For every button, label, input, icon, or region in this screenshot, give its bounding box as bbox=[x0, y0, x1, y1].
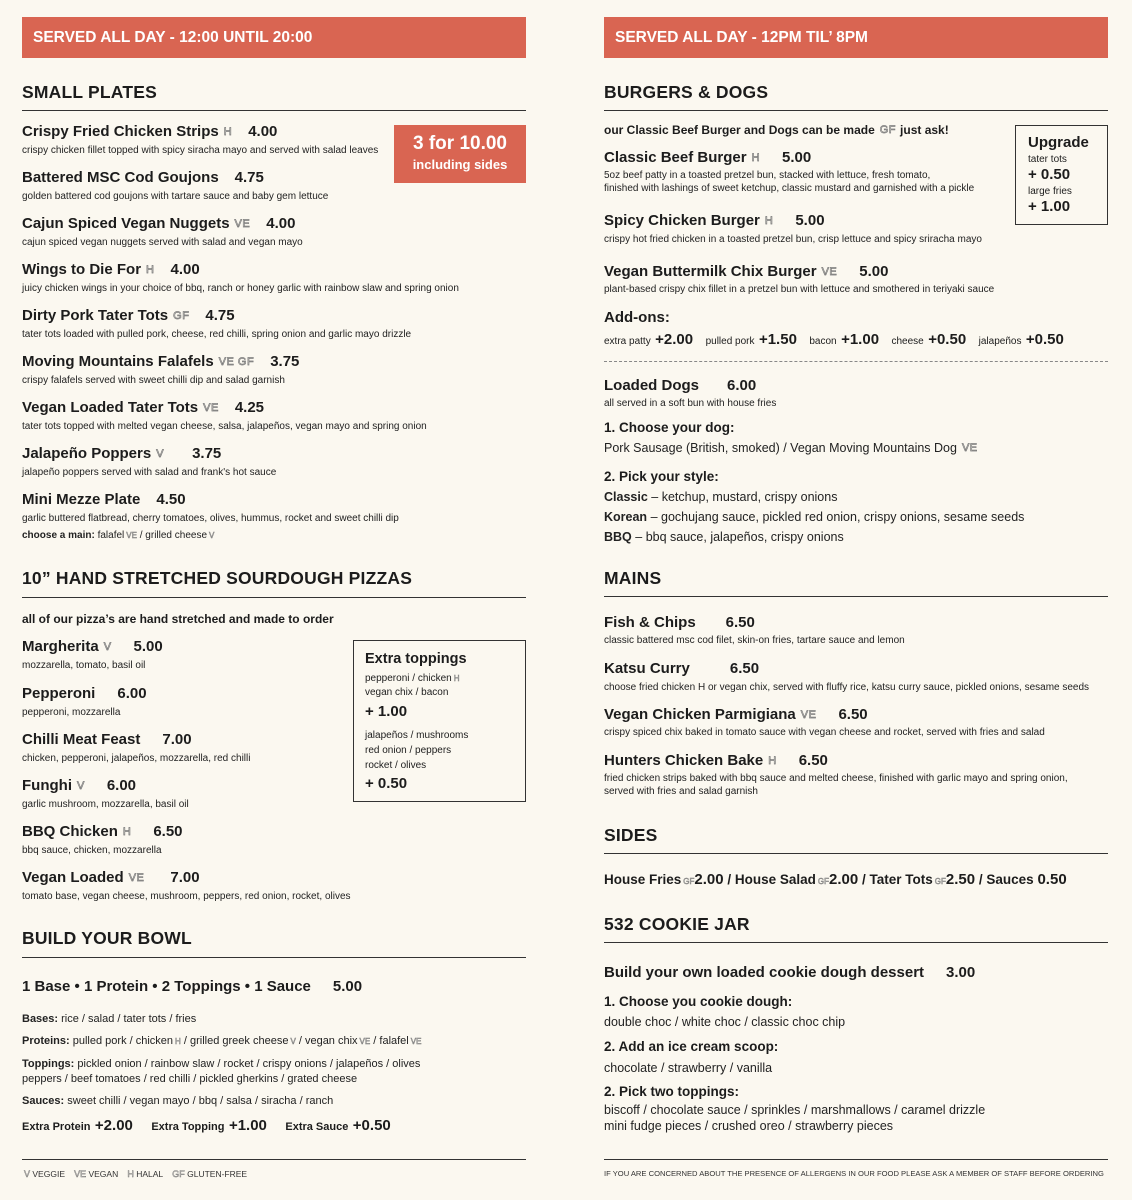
menu-item-desc: juicy chicken wings in your choice of bbq, ranch or honey garlic with rainbow slaw and spring onion bbox=[22, 283, 459, 294]
menu-item-desc: mozzarella, tomato, basil oil bbox=[22, 660, 146, 671]
dogs-desc: all served in a soft bun with house fries bbox=[604, 398, 777, 409]
menu-item-name: Hunters Chicken Bake H 6.50 bbox=[604, 752, 828, 769]
menu-item-desc: garlic buttered flatbread, cherry tomatoes, olives, hummus, rocket and sweet chilli dip bbox=[22, 513, 399, 524]
sides-list: House Fries GF2.00 / House Salad GF2.00 / Tater Tots GF2.50 / Sauces 0.50 bbox=[604, 871, 1067, 888]
bowl-sauces: Sauces: sweet chilli / vegan mayo / bbq / salsa / siracha / ranch bbox=[22, 1095, 334, 1107]
dogs-style: BBQ – bbq sauce, jalapeños, crispy onions bbox=[604, 530, 844, 544]
cookie-step2-text: chocolate / strawberry / vanilla bbox=[604, 1061, 773, 1075]
burgers-title: BURGERS & DOGS bbox=[604, 82, 769, 102]
divider bbox=[604, 853, 1108, 854]
menu-item-desc: tomato base, vegan cheese, mushroom, peppers, red onion, rocket, olives bbox=[22, 891, 351, 902]
menu-item-name: Vegan Chicken Parmigiana VE 6.50 bbox=[604, 706, 868, 723]
upgrade-box bbox=[1015, 125, 1108, 225]
menu-item-name: Classic Beef Burger H 5.00 bbox=[604, 149, 812, 166]
promo-main: 3 for 10.00 bbox=[413, 133, 507, 154]
menu-item-name: Jalapeño Poppers V 3.75 bbox=[22, 445, 222, 462]
menu-item-desc: 5oz beef patty in a toasted pretzel bun, stacked with lettuce, fresh tomato, finished with lashings of sweet ketchup, classic mustard and garnished with a pickle bbox=[604, 170, 975, 194]
menu-item-name: Mini Mezze Plate 4.50 bbox=[22, 491, 186, 508]
menu-item-name: Fish & Chips 6.50 bbox=[604, 614, 755, 631]
extra-group1-price: + 1.00 bbox=[365, 703, 408, 720]
upgrade-label: tater tots bbox=[1028, 154, 1067, 165]
small-plates-title: SMALL PLATES bbox=[22, 82, 157, 102]
cookie-title: 532 COOKIE JAR bbox=[604, 914, 750, 934]
bowl-proteins: Proteins: pulled pork / chicken H / grilled greek cheese V / vegan chix VE / falafel VE bbox=[22, 1035, 422, 1047]
menu-item-name: Pepperoni 6.00 bbox=[22, 685, 147, 702]
menu-item-desc: pepperoni, mozzarella bbox=[22, 707, 121, 718]
bowl-toppings: Toppings: pickled onion / rainbow slaw / rocket / crispy onions / jalapeños / olives bbox=[22, 1058, 421, 1070]
gf-note: our Classic Beef Burger and Dogs can be made GF just ask! bbox=[604, 123, 949, 137]
menu-item-desc: tater tots loaded with pulled pork, cheese, red chilli, spring onion and garlic mayo drizzle bbox=[22, 329, 412, 340]
divider bbox=[604, 110, 1108, 111]
divider bbox=[22, 1159, 526, 1160]
upgrade-price: + 1.00 bbox=[1028, 198, 1071, 215]
menu-item-desc: choose fried chicken H or vegan chix, served with fluffy rice, katsu curry sauce, pickled onions, sesame seeds bbox=[604, 682, 1090, 693]
pizzas-title: 10” HAND STRETCHED SOURDOUGH PIZZAS bbox=[22, 568, 413, 588]
mains-title: MAINS bbox=[604, 568, 662, 588]
bowl-toppings-2: peppers / beef tomatoes / red chilli / pickled gherkins / grated cheese bbox=[22, 1073, 358, 1085]
menu-item-name: Dirty Pork Tater Tots GF 4.75 bbox=[22, 307, 235, 324]
menu-item-desc: golden battered cod goujons with tartare sauce and baby gem lettuce bbox=[22, 191, 329, 202]
bowl-headline: 1 Base • 1 Protein • 2 Toppings • 1 Sauce 5.00 bbox=[22, 978, 363, 995]
promo-badge bbox=[394, 125, 526, 183]
divider bbox=[22, 110, 526, 111]
extra-group2-price: + 0.50 bbox=[365, 775, 408, 792]
menu-item-name: Vegan Loaded Tater Tots VE 4.25 bbox=[22, 399, 265, 416]
dogs-name: Loaded Dogs 6.00 bbox=[604, 377, 757, 394]
pizzas-intro: all of our pizza’s are hand stretched and made to order bbox=[22, 612, 334, 626]
menu-item-name: Chilli Meat Feast 7.00 bbox=[22, 731, 192, 748]
divider bbox=[22, 597, 526, 598]
menu-item-name: Battered MSC Cod Goujons 4.75 bbox=[22, 169, 264, 186]
menu-item-name: Crispy Fried Chicken Strips H 4.00 bbox=[22, 123, 278, 140]
menu-item-desc: jalapeño poppers served with salad and frank's hot sauce bbox=[22, 467, 277, 478]
menu-item-name: Margherita V 5.00 bbox=[22, 638, 163, 655]
menu-item-desc: crispy spiced chix baked in tomato sauce with vegan cheese and rocket, served with fries and salad bbox=[604, 727, 1045, 738]
menu-item-desc: chicken, pepperoni, jalapeños, mozzarella, red chilli bbox=[22, 753, 251, 764]
dogs-step1: 1. Choose your dog: bbox=[604, 420, 735, 435]
addons-list: extra patty +2.00 pulled pork +1.50 bacon +1.00 cheese +0.50 jalapeños +0.50 bbox=[604, 331, 1064, 348]
sides-title: SIDES bbox=[604, 825, 658, 845]
dashed-divider bbox=[604, 361, 1108, 362]
menu-item-desc: garlic mushroom, mozzarella, basil oil bbox=[22, 799, 189, 810]
allergen-notice: IF YOU ARE CONCERNED ABOUT THE PRESENCE OF ALLERGENS IN OUR FOOD PLEASE ASK A MEMBER OF STAFF BEFORE ORDERING bbox=[604, 1169, 1104, 1178]
dogs-style: Korean – gochujang sauce, pickled red onion, crispy onions, sesame seeds bbox=[604, 510, 1025, 524]
menu-item-name: BBQ Chicken H 6.50 bbox=[22, 823, 183, 840]
menu-item-name: Katsu Curry 6.50 bbox=[604, 660, 760, 677]
dogs-step2: 2. Pick your style: bbox=[604, 469, 719, 484]
left-banner: SERVED ALL DAY - 12:00 UNTIL 20:00 bbox=[22, 17, 526, 58]
upgrade-label: large fries bbox=[1028, 186, 1072, 197]
divider bbox=[22, 957, 526, 958]
menu-item-desc: plant-based crispy chix fillet in a pretzel bun with lettuce and smothered in teriyaki sauce bbox=[604, 284, 995, 295]
menu-item-name: Spicy Chicken Burger H 5.00 bbox=[604, 212, 825, 229]
right-banner: SERVED ALL DAY - 12PM TIL’ 8PM bbox=[604, 17, 1108, 58]
bowl-extras: Extra Protein +2.00 Extra Topping +1.00 Extra Sauce +0.50 bbox=[22, 1117, 391, 1134]
menu-item-desc: crispy hot fried chicken in a toasted pretzel bun, crisp lettuce and spicy sriracha mayo bbox=[604, 234, 982, 245]
menu-item-desc: bbq sauce, chicken, mozzarella bbox=[22, 845, 162, 856]
cookie-step1-text: double choc / white choc / classic choc chip bbox=[604, 1015, 846, 1029]
extra-group1: pepperoni / chicken H vegan chix / bacon bbox=[365, 673, 460, 698]
promo-sub: including sides bbox=[412, 157, 508, 172]
menu-item-name: Wings to Die For H 4.00 bbox=[22, 261, 200, 278]
menu-item-desc: fried chicken strips baked with bbq sauce and melted cheese, finished with garlic mayo and spring onion, served with fries and salad garnish bbox=[604, 773, 1068, 797]
menu-item-name: Vegan Loaded VE 7.00 bbox=[22, 869, 200, 886]
cookie-step3-text: biscoff / chocolate sauce / sprinkles / marshmallows / caramel drizzle mini fudge pieces / crushed oreo / strawberry pieces bbox=[604, 1103, 986, 1133]
divider bbox=[604, 942, 1108, 943]
menu-item-name: Cajun Spiced Vegan Nuggets VE 4.00 bbox=[22, 215, 296, 232]
upgrade-title: Upgrade bbox=[1028, 134, 1089, 151]
mezze-choice: choose a main: falafel VE / grilled cheese V bbox=[22, 530, 215, 541]
menu-item-desc: cajun spiced vegan nuggets served with salad and vegan mayo bbox=[22, 237, 303, 248]
menu-item-desc: classic battered msc cod filet, skin-on fries, tartare sauce and lemon bbox=[604, 635, 905, 646]
menu-item-desc: crispy chicken fillet topped with spicy siracha mayo and served with salad leaves bbox=[22, 145, 379, 156]
addons-title: Add-ons: bbox=[604, 309, 670, 326]
cookie-step3: 2. Pick two toppings: bbox=[604, 1084, 740, 1099]
divider bbox=[604, 1159, 1108, 1160]
dietary-legend: V VEGGIE VE VEGAN H HALAL GF GLUTEN-FREE bbox=[24, 1169, 248, 1179]
bowl-title: BUILD YOUR BOWL bbox=[22, 928, 192, 948]
dogs-style: Classic – ketchup, mustard, crispy onions bbox=[604, 490, 838, 504]
menu-item-name: Moving Mountains Falafels VE GF 3.75 bbox=[22, 353, 300, 370]
divider bbox=[604, 596, 1108, 597]
extra-group2: jalapeños / mushrooms red onion / peppers rocket / olives bbox=[365, 730, 469, 771]
bowl-bases: Bases: rice / salad / tater tots / fries bbox=[22, 1013, 197, 1025]
dogs-step1-text: Pork Sausage (British, smoked) / Vegan Moving Mountains Dog VE bbox=[604, 441, 978, 455]
cookie-step1: 1. Choose you cookie dough: bbox=[604, 994, 793, 1009]
extra-toppings-title: Extra toppings bbox=[365, 651, 467, 667]
menu-item-name: Funghi V 6.00 bbox=[22, 777, 137, 794]
menu-item-desc: crispy falafels served with sweet chilli dip and salad garnish bbox=[22, 375, 285, 386]
cookie-headline: Build your own loaded cookie dough dessert 3.00 bbox=[604, 964, 976, 981]
cookie-step2: 2. Add an ice cream scoop: bbox=[604, 1039, 779, 1054]
upgrade-price: + 0.50 bbox=[1028, 166, 1071, 183]
extra-toppings-box bbox=[353, 640, 526, 802]
menu-item-name: Vegan Buttermilk Chix Burger VE 5.00 bbox=[604, 263, 889, 280]
menu-item-desc: tater tots topped with melted vegan cheese, salsa, jalapeños, vegan mayo and spring onion bbox=[22, 421, 427, 432]
